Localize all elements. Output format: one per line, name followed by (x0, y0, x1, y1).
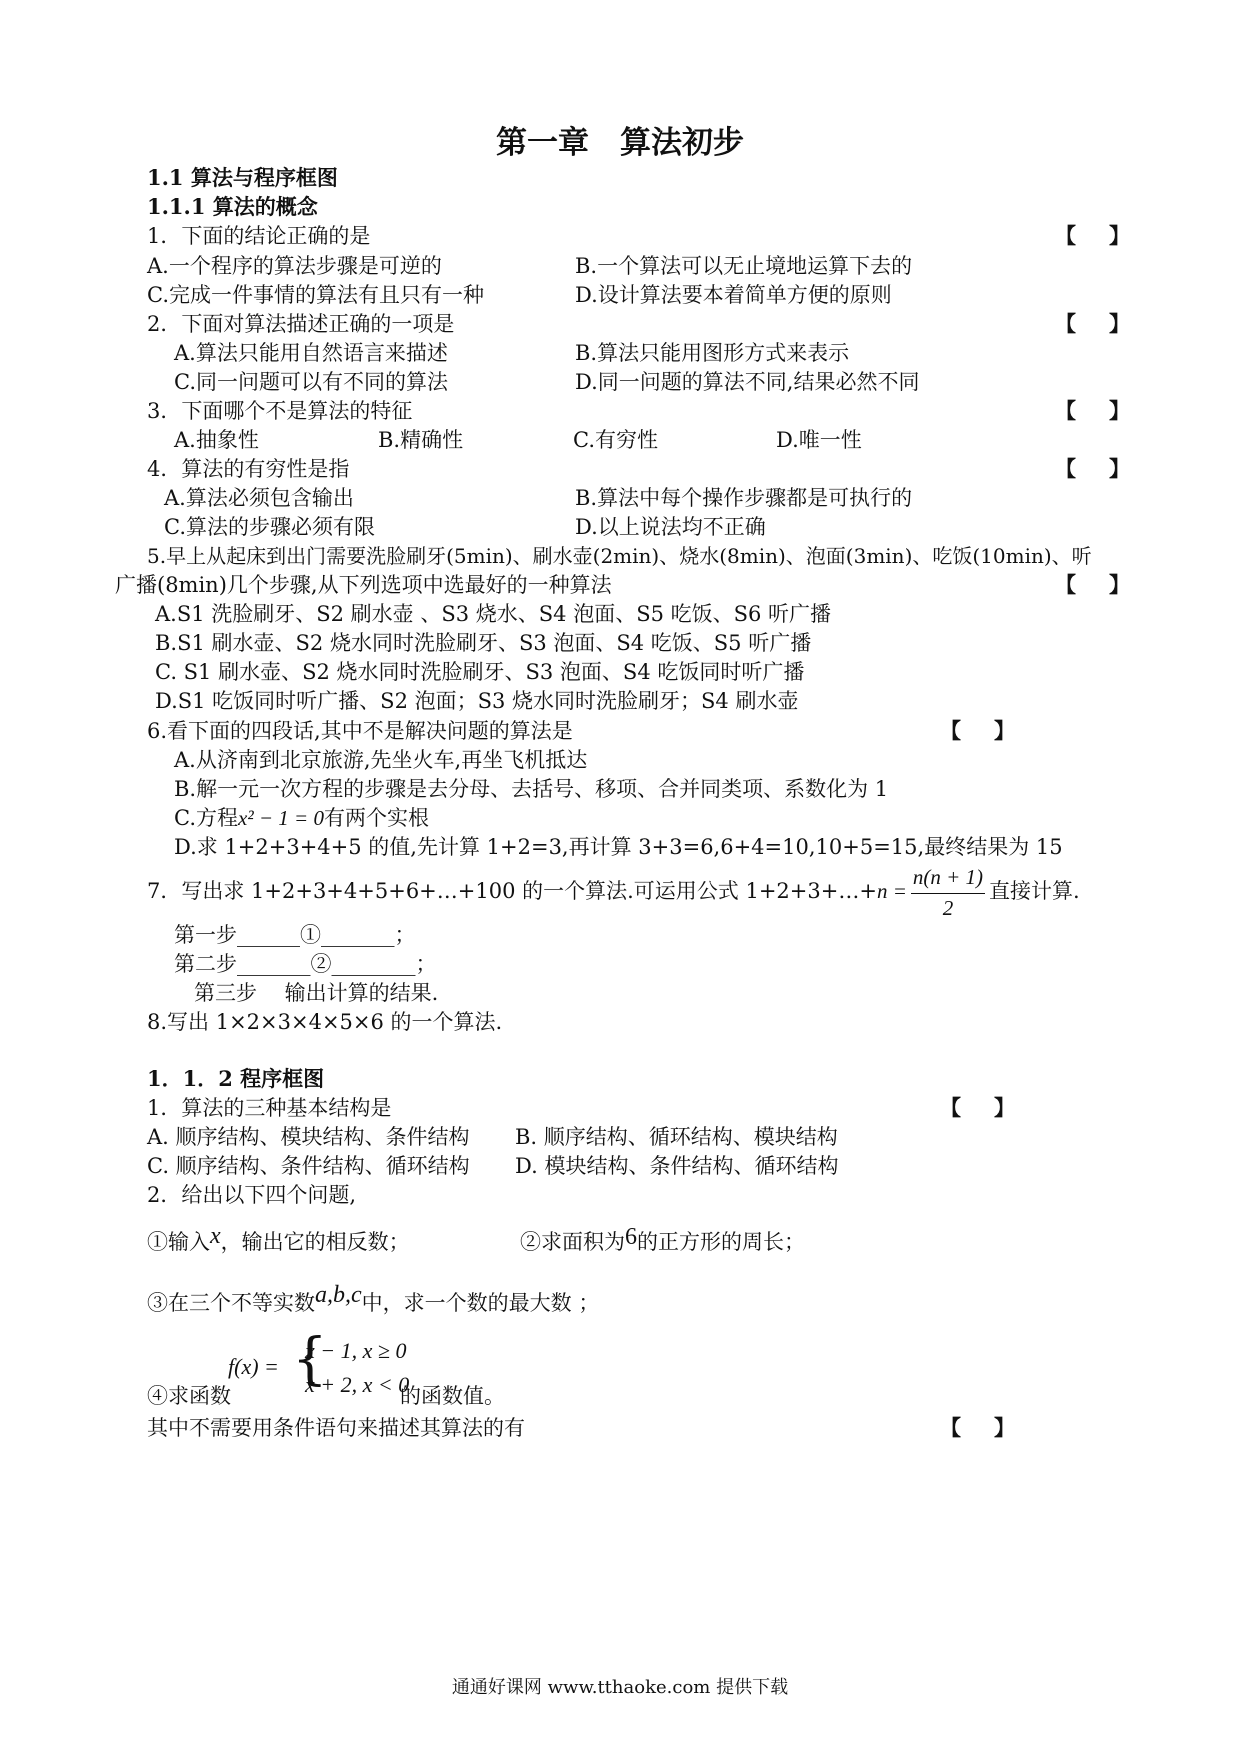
question-1-option-c: C.完成一件事情的算法有且只有一种 (147, 283, 484, 307)
bracket-left: 【 (1055, 572, 1076, 597)
question-7-step-2: 第二步_______②________； (174, 952, 437, 976)
problem-1-option-a: A. 顺序结构、模块结构、条件结构 (147, 1125, 470, 1149)
problem-2-question: 其中不需要用条件语句来描述其算法的有 (147, 1416, 525, 1440)
question-3-option-a: A.抽象性 (174, 428, 259, 452)
bracket-right: 】 (1109, 572, 1130, 597)
number-six: 6 (625, 1224, 637, 1250)
bracket-right: 】 (994, 1095, 1015, 1120)
piecewise-brace: { (292, 1327, 328, 1392)
item-1-suffix: ，输出它的相反数； (220, 1230, 410, 1254)
question-4-option-d: D.以上说法均不正确 (575, 515, 766, 539)
question-6-option-c (174, 803, 429, 833)
question-4-option-a: A.算法必须包含输出 (164, 486, 354, 510)
function-name: f(x) = (228, 1354, 279, 1379)
question-7-step-3: 第三步 输出计算的结果. (194, 981, 439, 1005)
bracket-left: 【 (1055, 223, 1076, 248)
question-2-stem: 2．下面对算法描述正确的一项是 (147, 312, 455, 336)
item-2-suffix: 的正方形的周长； (637, 1230, 805, 1254)
variables-abc: a,b,c (315, 1282, 362, 1308)
piecewise-case-2: x + 2, x < 0 (305, 1372, 410, 1397)
question-3-option-c: C.有穷性 (573, 428, 658, 452)
bracket-left: 【 (940, 718, 961, 743)
question-4-option-c: C.算法的步骤必须有限 (164, 515, 375, 539)
question-1-stem: 1．下面的结论正确的是 (147, 224, 371, 248)
bracket-right: 】 (1109, 223, 1130, 248)
equation: x² − 1 = 0 (238, 806, 324, 830)
bracket-right: 】 (994, 718, 1015, 743)
item-3-suffix: 中，求一个数的最大数 ； (361, 1291, 600, 1315)
question-5-stem-line1: 5.早上从起床到出门需要洗脸刷牙(5min)、刷水壶(2min)、烧水(8min)、泡面(3min)、吃饭(10min)、听 (147, 544, 1092, 568)
question-2-option-c: C.同一问题可以有不同的算法 (174, 370, 448, 394)
problem-2-item-2 (520, 1224, 805, 1257)
question-3-option-b: B.精确性 (378, 428, 464, 452)
question-6-option-a: A.从济南到北京旅游,先坐火车,再坐飞机抵达 (174, 748, 588, 772)
bracket-right: 】 (1109, 456, 1130, 481)
bracket-right: 】 (1109, 398, 1130, 423)
bracket-left: 【 (940, 1415, 961, 1440)
fraction-numerator: n(n + 1) (911, 863, 985, 894)
problem-2-item-4-prefix: ④求函数 (147, 1384, 231, 1408)
problem-1-stem: 1．算法的三种基本结构是 (147, 1096, 392, 1120)
problem-1-option-d: D. 模块结构、条件结构、循环结构 (515, 1154, 839, 1178)
question-1-option-b: B.一个算法可以无止境地运算下去的 (575, 254, 913, 278)
section-heading-1-1: 1.1 算法与程序框图 (147, 165, 338, 190)
question-2-option-d: D.同一问题的算法不同,结果必然不同 (575, 370, 920, 394)
question-8-stem: 8.写出 1×2×3×4×5×6 的一个算法. (147, 1010, 503, 1034)
question-3-option-d: D.唯一性 (776, 428, 862, 452)
bracket-left: 【 (1055, 456, 1076, 481)
page-title: 第一章 算法初步 (496, 125, 744, 161)
question-7-stem-suffix: 直接计算. (989, 879, 1080, 903)
problem-2-item-4-suffix: 的函数值。 (400, 1384, 505, 1408)
question-5-option-d: D.S1 吃饭同时听广播、S2 泡面；S3 烧水同时洗脸刷牙；S4 刷水壶 (155, 689, 799, 713)
question-5-stem-line2: 广播(8min)几个步骤,从下列选项中选最好的一种算法 (115, 573, 612, 597)
bracket-right: 】 (994, 1415, 1015, 1440)
problem-2-item-1 (147, 1223, 410, 1257)
piecewise-case-1: x − 1, x ≥ 0 (305, 1338, 407, 1363)
item-2-prefix: ②求面积为 (520, 1230, 625, 1254)
question-5-option-a: A.S1 洗脸刷牙、S2 刷水壶 、S3 烧水、S4 泡面、S5 吃饭、S6 听广播 (155, 602, 832, 626)
question-5-option-b: B.S1 刷水壶、S2 烧水同时洗脸刷牙、S3 泡面、S4 吃饭、S5 听广播 (155, 631, 812, 655)
problem-1-option-c: C. 顺序结构、条件结构、循环结构 (147, 1154, 470, 1178)
question-4-stem: 4．算法的有穷性是指 (147, 457, 350, 481)
question-6-option-b: B.解一元一次方程的步骤是去分母、去括号、移项、合并同类项、系数化为 1 (174, 777, 889, 801)
question-6-option-d: D.求 1+2+3+4+5 的值,先计算 1+2=3,再计算 3+3=6,6+4=10,10+5=15,最终结果为 15 (174, 835, 1063, 859)
option-c-suffix: 有两个实根 (323, 806, 429, 830)
question-5-option-c: C. S1 刷水壶、S2 烧水同时洗脸刷牙、S3 泡面、S4 吃饭同时听广播 (155, 660, 805, 684)
problem-1-option-b: B. 顺序结构、循环结构、模块结构 (515, 1125, 838, 1149)
section-heading-1-1-1: 1.1.1 算法的概念 (147, 194, 318, 219)
problem-2-item-3 (147, 1282, 600, 1318)
section-heading-1-1-2: 1．1．2 程序框图 (147, 1066, 325, 1091)
bracket-left: 【 (940, 1095, 961, 1120)
formula-fraction (911, 863, 985, 922)
question-1-option-d: D.设计算法要本着简单方便的原则 (575, 283, 892, 307)
question-2-option-b: B.算法只能用图形方式来表示 (575, 341, 850, 365)
question-1-option-a: A.一个程序的算法步骤是可逆的 (147, 254, 442, 278)
question-7-step-1: 第一步______①_______； (174, 923, 416, 947)
option-c-prefix: C.方程 (174, 806, 238, 830)
item-1-prefix: ①输入 (147, 1230, 210, 1254)
bracket-right: 】 (1109, 311, 1130, 336)
bracket-left: 【 (1055, 311, 1076, 336)
question-2-option-a: A.算法只能用自然语言来描述 (174, 341, 448, 365)
question-3-stem: 3．下面哪个不是算法的特征 (147, 399, 413, 423)
question-6-stem: 6.看下面的四段话,其中不是解决问题的算法是 (147, 719, 573, 743)
variable-x: x (210, 1223, 221, 1249)
bracket-left: 【 (1055, 398, 1076, 423)
question-7-stem-prefix: 7．写出求 1+2+3+4+5+6+…+100 的一个算法.可运用公式 1+2+3+…+ (147, 879, 877, 903)
page-footer: 通通好课网 www.tthaoke.com 提供下载 (451, 1677, 789, 1698)
question-4-option-b: B.算法中每个操作步骤都是可执行的 (575, 486, 913, 510)
problem-2-stem: 2．给出以下四个问题, (147, 1183, 357, 1207)
formula-n-equals: n = (876, 879, 907, 903)
item-3-prefix: ③在三个不等实数 (147, 1291, 315, 1315)
question-7-stem (147, 860, 1080, 922)
fraction-denominator: 2 (942, 896, 954, 920)
